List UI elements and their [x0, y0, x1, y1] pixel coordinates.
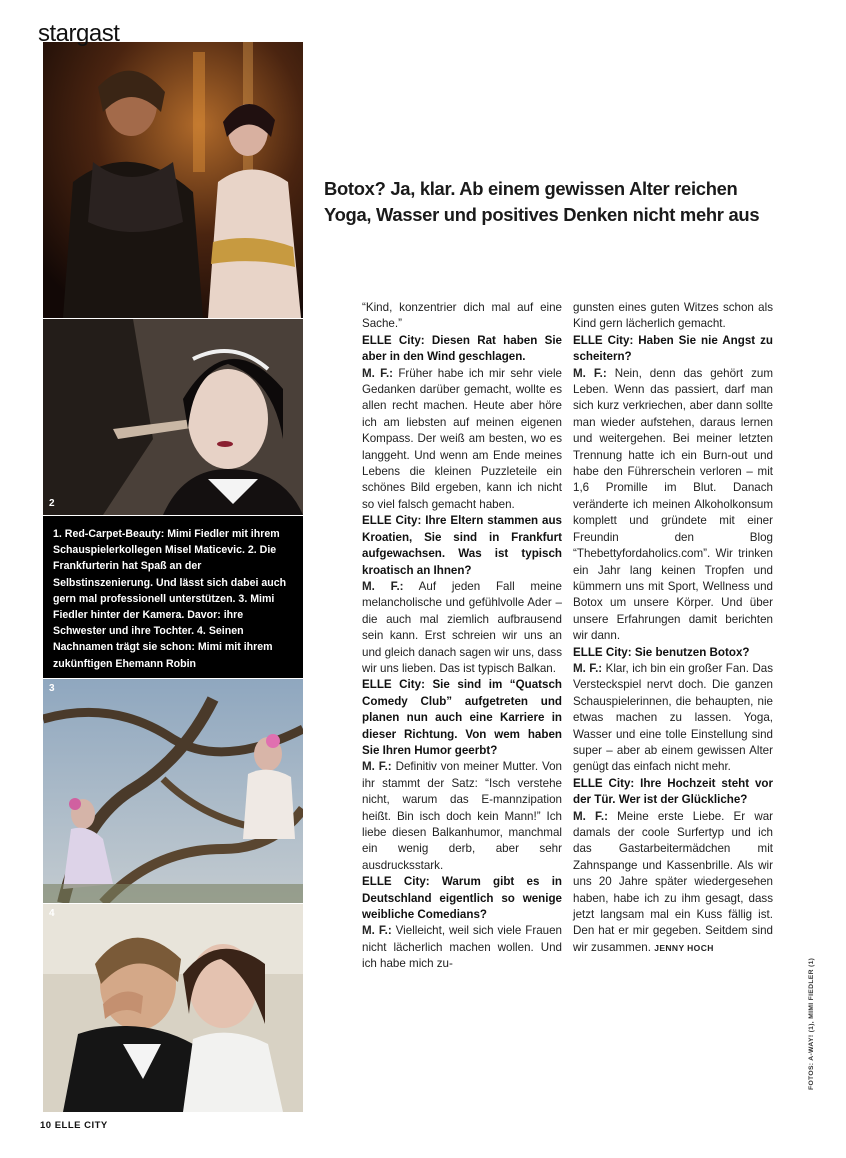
photo-red-carpet	[43, 42, 303, 318]
interview-question: ELLE City: Sie benutzen Botox?	[573, 645, 750, 659]
page-footer: 10 ELLE CITY	[40, 1120, 108, 1131]
article-headline: Botox? Ja, klar. Ab einem gewissen Alter reichen Yoga, Wasser und positives Denken nicht mehr aus	[324, 178, 760, 225]
interview-answer: M. F.: Früher habe ich mir sehr viele Gedanken darüber gemacht, wollte es allen recht machen. Heute aber höre ich am liebsten auf meinen eigenen Kompass. Der weiß am besten, wo es langgeht. Und wenn am Ende meines Lebens die kleinen Puzzleteile ein schönes Bild ergeben, kann ich nicht so viel falsch gemacht haben.	[362, 366, 562, 511]
photo-credit: FOTOS: A-WAY! (1), MIMI FIEDLER (1)	[808, 957, 815, 1090]
article-paragraph: “Kind, konzentrier dich mal auf eine Sache.”	[362, 301, 562, 331]
caption-item: 4. Seinen Nachnamen trägt sie schon: Mimi mit ihrem zukünftigen Ehemann Robin	[53, 625, 273, 670]
interview-question: ELLE City: Ihre Hochzeit steht vor der Tür. Wer ist der Glückliche?	[573, 776, 773, 807]
photo-red-carpet-image	[43, 42, 303, 318]
interview-answer: M. F.: Klar, ich bin ein großer Fan. Das Versteckspiel nervt doch. Die ganzen Schauspielerinnen, die behaupten, nie etwas machen zu lassen. Yoga, Wasser und eine tolle Einstellung sind super – aber ab einem gewissen Alter genügt das einfach nicht mehr.	[573, 661, 773, 774]
caption-item: 3. Mimi Fiedler hinter der Kamera. Davor: ihre Schwester und ihre Tochter.	[53, 592, 275, 638]
interview-question: ELLE City: Warum gibt es in Deutschland eigentlich so wenige weibliche Comedians?	[362, 875, 562, 922]
photo-number: 2	[49, 498, 55, 509]
photo-kiss	[43, 904, 303, 1112]
photo-kiss-image	[43, 904, 303, 1112]
photo-makeup-image	[43, 319, 303, 515]
interview-question: ELLE City: Ihre Eltern stammen aus Kroatien, Sie sind in Frankfurt aufgewachsen. Was ist typisch kroatisch an Ihnen?	[362, 514, 562, 577]
interview-question: ELLE City: Haben Sie nie Angst zu scheitern?	[573, 333, 773, 364]
photo-number: 4	[49, 908, 55, 919]
photo-makeup	[43, 319, 303, 515]
interview-answer: gunsten eines guten Witzes schon als Kind gern lächerlich gemacht.	[573, 301, 773, 331]
photo-tree-scene-image	[43, 679, 303, 903]
photo-number: 3	[49, 683, 55, 694]
interview-question: ELLE City: Diesen Rat haben Sie aber in den Wind geschlagen.	[362, 333, 562, 364]
interview-answer: M. F.: Definitiv von meiner Mutter. Von ihr stammt der Satz: “Isch verstehe nicht, warum das E-mannzipation heißt. Bin isch doch kein Mann!” Ich liebe diesen Balkanhumor, manchmal ein wenig derb, aber sehr ausdrucksstark.	[362, 760, 562, 872]
photo-caption-box	[43, 516, 303, 678]
article-column-1	[362, 300, 562, 973]
caption-item: 2. Die Frankfurterin hat Spaß an der Selbstinszenierung. Und lässt sich dabei auch gern mal professionell unterstützen.	[53, 544, 287, 605]
article-column-2	[573, 300, 773, 956]
interview-answer: M. F.: Nein, denn das gehört zum Leben. Wenn das passiert, darf man sich kurz verkriechen, aber dann sollte man wieder aufstehen, daraus lernen und weitergehen. Bei meiner letzten Trennung hatte ich ein Burn-out und habe den Führerschein verloren – mit 1,6 Promille im Blut. Danach veränderte ich meinen Alkoholkonsum komplett und gründete mit einer Freundin den Blog “Thebettyfordaholics.com”. Wir trinken ein Jahr lang keinen Tropfen und kümmern uns mit Sport, Wellness und Botox um unsere Körper. Und über unsere Erfahrungen damit berichten wir dann.	[573, 366, 773, 643]
caption-item: 1. Red-Carpet-Beauty: Mimi Fiedler mit ihrem Schauspielerkollegen Misel Maticevic.	[53, 528, 280, 557]
interview-answer: M. F.: Vielleicht, weil sich viele Frauen nicht lächerlich machen wollen. Und ich habe mich zu-	[362, 924, 562, 971]
interview-answer: M. F.: Meine erste Liebe. Er war damals der coole Surfertyp und ich das Gastarbeitermädchen mit Zahnspange und Kassenbrille. Als wir uns 20 Jahre später wiedergesehen haben, habe ich zu ihm gesagt, dass jetzt langsam mal ein Kuss fällig ist. Den hat er mir gegeben. Seitdem sind wir zusammen. JENNY HOCH	[573, 809, 773, 954]
interview-question: ELLE City: Sie sind im “Quatsch Comedy Club” aufgetreten und planen nun auch eine Karriere in dieser Richtung. Von wem haben Sie Ihren Humor geerbt?	[362, 678, 562, 757]
photo-tree-scene	[43, 679, 303, 903]
author-byline: JENNY HOCH	[654, 942, 714, 953]
section-label: stargast	[38, 20, 120, 47]
interview-answer: M. F.: Auf jeden Fall meine melancholische und gefühlvolle Ader – die auch mal ziemlich aufbrausend sein kann. Erst schreien wir uns an und gleich danach sagen wir uns, dass wir uns lieben. Das ist typisch Balkan.	[362, 579, 562, 675]
